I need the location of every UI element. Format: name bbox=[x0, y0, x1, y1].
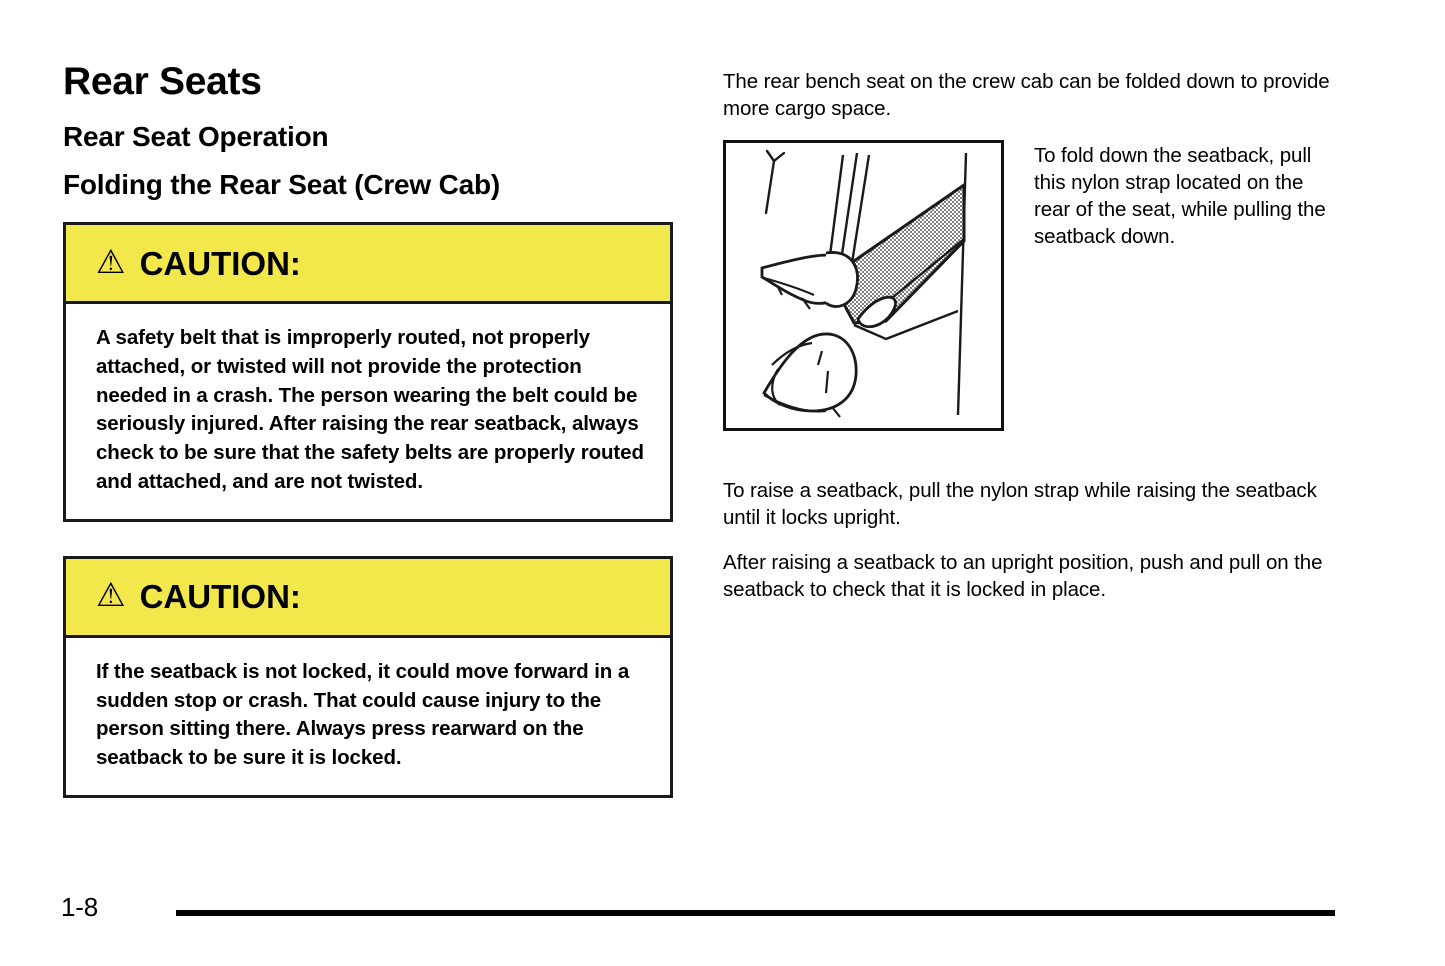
right-column bbox=[723, 68, 1345, 621]
figure-row bbox=[723, 140, 1345, 431]
caution-box-seatback-lock bbox=[63, 556, 673, 798]
intro-paragraph: The rear bench seat on the crew cab can be folded down to provide more cargo space. bbox=[723, 70, 1330, 120]
left-column bbox=[63, 60, 675, 832]
warning-triangle-icon: ⚠ bbox=[96, 575, 126, 615]
figure-caption: To fold down the seatback, pull this nylon strap located on the rear of the seat, while pulling the seatback down. bbox=[1034, 144, 1326, 248]
caution-header bbox=[66, 225, 670, 304]
page-number: 1-8 bbox=[61, 892, 98, 922]
check-locked-paragraph: After raising a seatback to an upright position, push and pull on the seatback to check that it is locked in place. bbox=[723, 551, 1323, 601]
caution-header bbox=[66, 559, 670, 638]
page-footer bbox=[0, 892, 1445, 942]
subsection-heading: Folding the Rear Seat (Crew Cab) bbox=[63, 169, 500, 200]
caution-label: CAUTION: bbox=[139, 578, 301, 616]
raise-seatback-paragraph: To raise a seatback, pull the nylon strap while raising the seatback until it locks upright. bbox=[723, 479, 1317, 529]
section-heading: Rear Seat Operation bbox=[63, 121, 329, 152]
nylon-strap-illustration bbox=[723, 140, 1004, 431]
caution-label: CAUTION: bbox=[139, 244, 301, 282]
caution-box-safety-belt bbox=[63, 222, 673, 522]
footer-rule bbox=[176, 910, 1335, 916]
page-title: Rear Seats bbox=[63, 60, 262, 103]
caution-body-text: A safety belt that is improperly routed, not properly attached, or twisted will not provide the protection needed in a crash. The person wearing the belt could be seriously injured. After raising the rear seatback, always check to be sure that the safety belts are properly routed and attached, and are not twisted. bbox=[96, 326, 644, 493]
illustration-artwork bbox=[726, 143, 1001, 428]
warning-triangle-icon: ⚠ bbox=[96, 241, 126, 281]
caution-body-text: If the seatback is not locked, it could move forward in a sudden stop or crash. That could cause injury to the person sitting there. Always press rearward on the seatback to be sure it is locked. bbox=[96, 659, 630, 770]
